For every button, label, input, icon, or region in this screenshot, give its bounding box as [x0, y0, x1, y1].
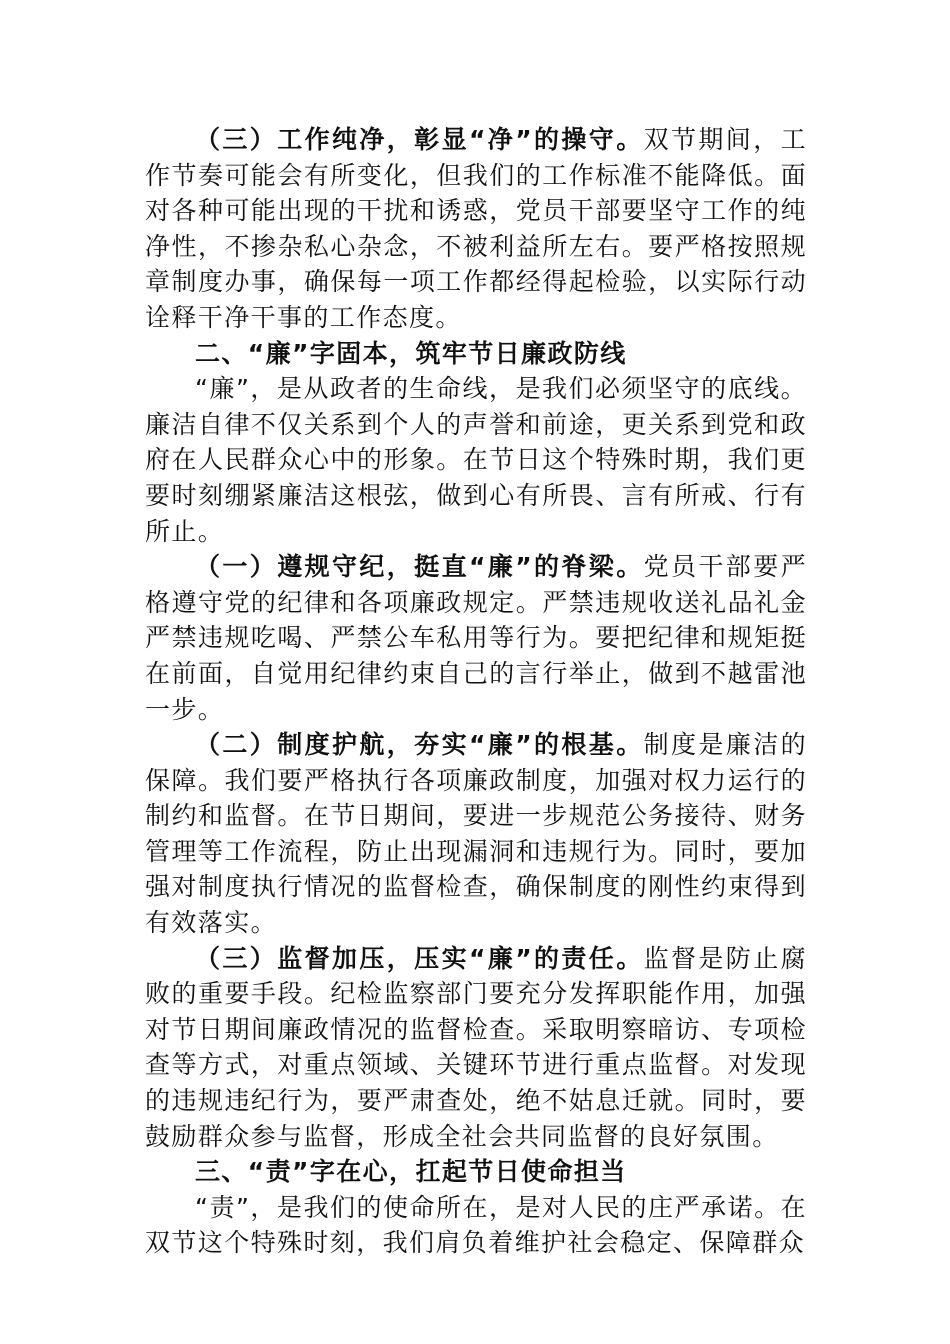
paragraph-work-purity — [145, 122, 807, 336]
subsection-heading: （三）工作纯净，彰显“净”的操守。 — [195, 125, 644, 154]
document-body — [145, 122, 807, 1261]
section-heading-2: 二、“廉”字固本，筑牢节日廉政防线 — [195, 338, 627, 368]
paragraph-item-2-1 — [145, 549, 807, 727]
paragraph-item-2-3 — [145, 941, 807, 1155]
section-intro-2: “廉”，是从政者的生命线，是我们必须坚守的底线。廉洁自律不仅关系到个人的声誉和前途，更关系到党和政府在人民群众心中的形象。在节日这个特殊时期，我们更要时刻绷紧廉洁这根弦，做到心有所畏、言有所戒、行有所止。 — [145, 374, 807, 546]
paragraph-text: 党员干部要严格遵守党的纪律和各项廉政规定。严禁违规收送礼品礼金严禁违规吃喝、严禁公车私用等行为。要把纪律和规矩挺在前面，自觉用纪律约束自己的言行举止，做到不越雷池一步。 — [145, 552, 807, 724]
paragraph-text: 监督是防止腐败的重要手段。纪检监察部门要充分发挥职能作用，加强对节日期间廉政情况的监督检查。采取明察暗访、专项检查等方式，对重点领域、关键环节进行重点监督。对发现的违规违纪行为，要严肃查处，绝不姑息迁就。同时，要鼓励群众参与监督，形成全社会共同监督的良好氛围。 — [145, 943, 807, 1151]
section-heading-3: 三、“责”字在心，扛起节日使命担当 — [195, 1157, 627, 1187]
paragraph-item-2-2 — [145, 727, 807, 941]
section-intro-3: “责”，是我们的使命所在，是对人民的庄严承诺。在双节这个特殊时刻，我们肩负着维护社会稳定、保障群众 — [145, 1192, 807, 1258]
paragraph-text: 双节期间，工作节奏可能会有所变化，但我们的工作标准不能降低。面对各种可能出现的干扰和诱惑，党员干部要坚守工作的纯净性，不掺杂私心杂念，不被利益所左右。要严格按照规章制度办事，确保每一项工作都经得起检验，以实际行动诠释干净干事的工作态度。 — [145, 125, 807, 332]
subsection-heading: （三）监督加压，压实“廉”的责任。 — [195, 943, 644, 973]
paragraph-text: 制度是廉洁的保障。我们要严格执行各项廉政制度，加强对权力运行的制约和监督。在节日期间，要进一步规范公务接待、财务管理等工作流程，防止出现漏洞和违规行为。同时，要加强对制度执行情况的监督检查，确保制度的刚性约束得到有效落实。 — [145, 730, 807, 938]
subsection-heading: （一）遵规守纪，挺直“廉”的脊梁。 — [195, 552, 644, 582]
subsection-heading: （二）制度护航，夯实“廉”的根基。 — [195, 730, 644, 760]
